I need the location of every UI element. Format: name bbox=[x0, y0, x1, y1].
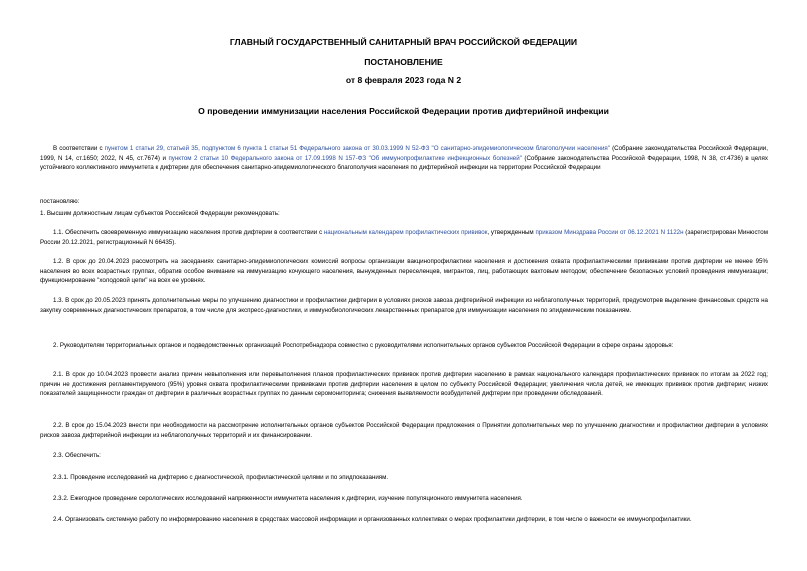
preamble-text-3: (Собрание законодательства Российской Федерации, 1998, N 38, ст.4736) в целях устойчивого коллективного иммунитета к дифтерии для обеспечения санитарно-эпидемиологического благополучия населения по дифтерийной инфекции на территории Российской Федерации bbox=[40, 154, 768, 171]
paragraph-1-2: 1.2. В срок до 20.04.2023 рассмотреть на заседаниях санитарно-эпидемиологических комиссий вопросы организации вакцинопрофилактики населения и достижения охвата профилактическими прививками против дифтерии не менее 95% населения во всех возрастных группах, обратив особое внимание на иммунизацию кочующего населения, вынужденных переселенцев, мигрантов, лиц, работающих вахтовым методом; обеспечение безопасных условий проведения иммунизации; функционирование "холодовой цепи" на всех ее уровнях. bbox=[40, 258, 768, 284]
document-date: от 8 февраля 2023 года N 2 bbox=[345, 75, 462, 85]
paragraph-1: 1. Высшим должностным лицам субъектов Российской Федерации рекомендовать: bbox=[40, 210, 280, 217]
link-federal-law-157fz[interactable]: пунктом 2 статьи 10 Федерального закона от 17.09.1998 N 157-ФЗ "Об иммунопрофилактике инфекционных болезней" bbox=[168, 154, 522, 162]
paragraph-1-3: 1.3. В срок до 20.05.2023 принять дополнительные меры по улучшению диагностики и профилактики дифтерии в условиях рисков завоза дифтерийной инфекции из неблагополучных территорий, предусмотрев выделение финансовых средств на закупку современных диагностических препаратов, в том числе для экспресс-диагностики, и иммунобиологических лекарственных препаратов для иммунизации населения по эпидемическим показаниям. bbox=[40, 297, 768, 314]
preamble-text-1: В соответствии с bbox=[53, 145, 105, 152]
preamble-paragraph bbox=[40, 144, 768, 173]
document-type: ПОСТАНОВЛЕНИЕ bbox=[364, 57, 443, 67]
paragraph-2-4: 2.4. Организовать системную работу по информированию населения в средствах массовой информации и организованных коллективах о мерах профилактики дифтерии, в том числе о важности ее иммунопрофилактики. bbox=[53, 516, 692, 523]
paragraph-2-2: 2.2. В срок до 15.04.2023 внести при необходимости на рассмотрение исполнительных органов субъектов Российской Федерации предложения о Принятии дополнительных мер по улучшению диагностики и профилактики дифтерии в условиях рисков завоза дифтерийной инфекции из неблагополучных территорий и их финансировании. bbox=[40, 422, 768, 439]
paragraph-1-1 bbox=[40, 228, 768, 247]
link-national-vaccination-calendar[interactable]: национальным календарем профилактических прививок bbox=[323, 229, 488, 236]
paragraph-2-3-2: 2.3.2. Ежегодное проведение серологических исследований напряженности иммунитета населения к дифтерии, изучение популяционного иммунитета населения. bbox=[53, 495, 523, 502]
paragraph-1-1-text-3: (зарегистрирован Минюстом России 20.12.2021, регистрационный N 66435). bbox=[40, 229, 768, 246]
paragraph-2: 2. Руководителям территориальных органов и подведомственных организаций Роспотребнадзора совместно с руководителями исполнительных органов субъектов Российской Федерации в сфере охраны здоровья: bbox=[53, 342, 674, 349]
document-title: О проведении иммунизации населения Российской Федерации против дифтерийной инфекции bbox=[198, 106, 609, 116]
preamble-text-2: (Собрание законодательства Российской Федерации, 1999, N 14, ст.1650; 2022, N 45, ст.7674) и bbox=[40, 145, 768, 162]
paragraph-1-1-text-2: , утвержденным bbox=[487, 229, 536, 236]
paragraph-2-3-1: 2.3.1. Проведение исследований на дифтерию с диагностической, профилактической целями и по эпидпоказаниям. bbox=[53, 474, 389, 481]
paragraph-2-3: 2.3. Обеспечить: bbox=[53, 452, 101, 459]
link-federal-law-52fz[interactable]: пунктом 1 статьи 29, статьей 35, подпунктом 6 пункта 1 статьи 51 Федерального закона от 30.03.1999 N 52-ФЗ "О санитарно-эпидемиологическом благополучии населения" bbox=[104, 145, 610, 152]
decree-word: постановляю: bbox=[40, 198, 80, 205]
paragraph-1-1-text-1: 1.1. Обеспечить своевременную иммунизацию населения против дифтерии в соответствии с bbox=[53, 229, 324, 236]
issuing-authority: ГЛАВНЫЙ ГОСУДАРСТВЕННЫЙ САНИТАРНЫЙ ВРАЧ РОССИЙСКОЙ ФЕДЕРАЦИИ bbox=[229, 37, 578, 47]
paragraph-2-1: 2.1. В срок до 10.04.2023 провести анализ причин невыполнения или перевыполнения планов профилактических прививок против дифтерии населению в рамках национального календаря профилактических прививок по итогам за 2022 год; причин не достижения регламентируемого (95%) уровня охвата профилактическими прививками против дифтерии населения в целом по субъекту Российской Федерации; увеличения числа детей, не имеющих прививок против дифтерии; низких показателей защищенности граждан от дифтерии в различных возрастных группах по данным серомониторинга; снижения выявляемости возбудителей дифтерии при проведении обследований. bbox=[40, 371, 768, 397]
link-minzdrav-order[interactable]: приказом Минздрава России от 06.12.2021 N 1122н bbox=[535, 229, 684, 236]
